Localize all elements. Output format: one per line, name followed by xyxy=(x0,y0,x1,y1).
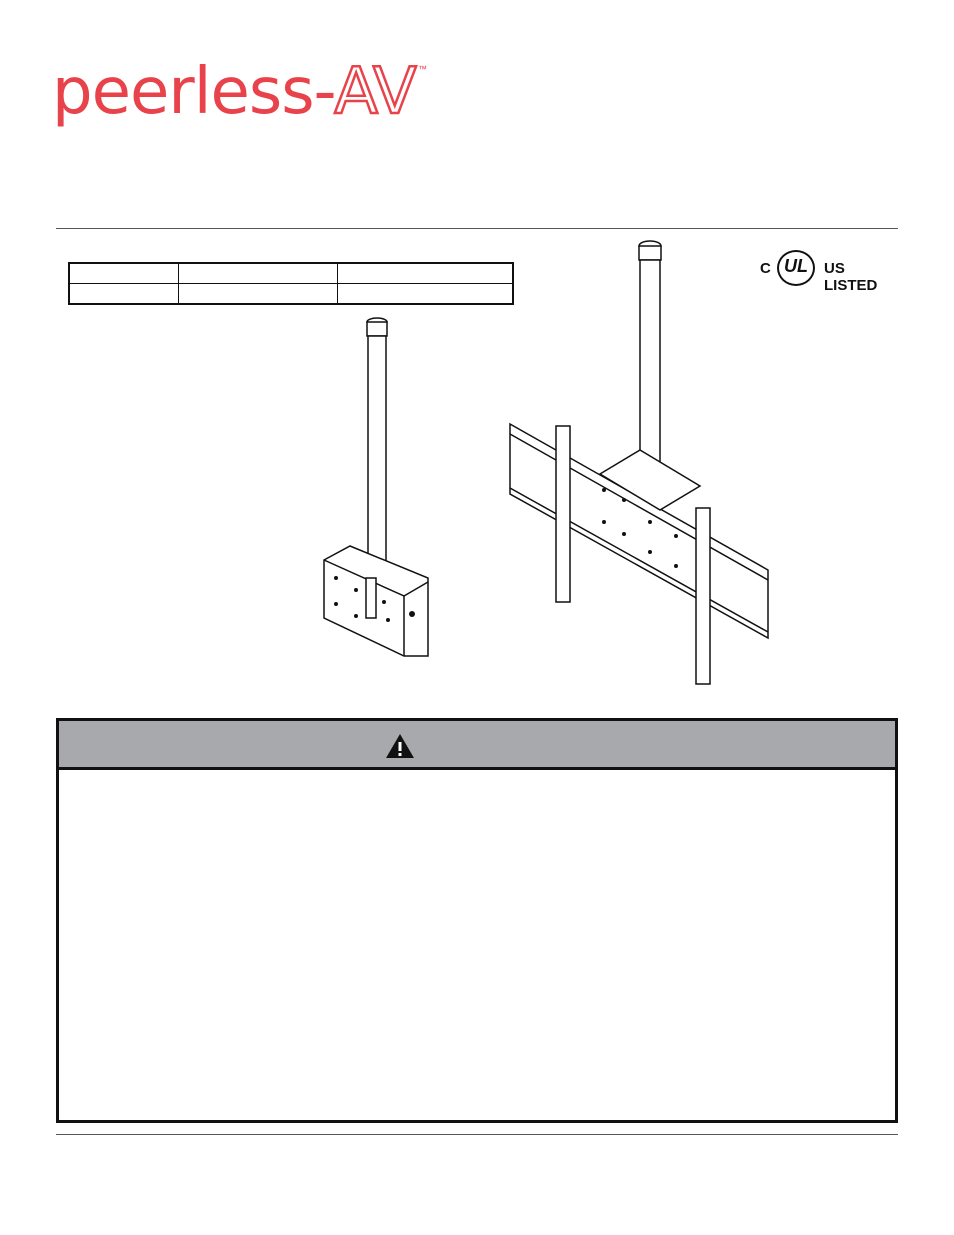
ul-suffix: US LISTED xyxy=(824,260,878,294)
table-cell xyxy=(338,284,514,305)
table-cell xyxy=(179,284,338,305)
table-cell xyxy=(179,263,338,284)
ul-prefix: C xyxy=(760,260,771,277)
projector-mount-illustration xyxy=(318,316,434,664)
table-cell xyxy=(338,263,514,284)
footer-divider xyxy=(56,1134,898,1135)
ul-listed-mark xyxy=(756,250,902,294)
table-cell xyxy=(69,263,179,284)
flat-panel-mount-illustration xyxy=(500,238,770,690)
table-cell xyxy=(69,284,179,305)
table-row xyxy=(69,284,513,305)
brand-logo xyxy=(52,52,442,152)
warning-triangle-icon xyxy=(385,733,415,759)
trademark-symbol: ™ xyxy=(418,64,427,74)
model-table xyxy=(68,262,514,305)
table-row xyxy=(69,263,513,284)
brand-logo-text xyxy=(52,52,416,132)
brand-separator: - xyxy=(313,55,335,129)
ul-letters: UL xyxy=(784,256,808,276)
header-divider xyxy=(56,228,898,229)
warning-header xyxy=(59,721,895,770)
brand-name: peerless xyxy=(52,55,314,129)
warning-box xyxy=(56,718,898,1123)
brand-suffix: AV xyxy=(334,55,416,129)
